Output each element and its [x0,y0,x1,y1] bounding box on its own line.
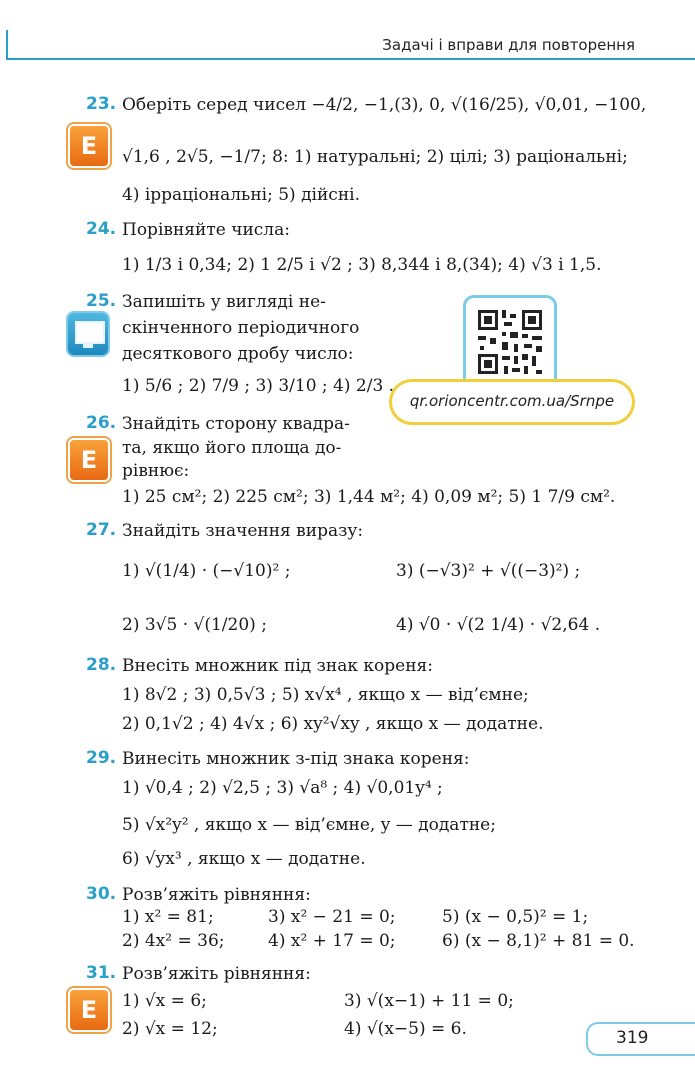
problem-text: 1) 1/3 і 0,34; 2) 1 2/5 і √2 ; 3) 8,344 і 8,(34); 4) √3 і 1,5. [122,255,602,275]
qr-url-pill[interactable] [392,382,632,422]
problem-number: 27. [86,520,117,540]
problem-number: 30. [86,884,117,904]
problem-text: Знайдіть значення виразу: [122,521,364,541]
problem-text: Знайдіть сторону квадра- [122,414,350,434]
problem-text: 3) √(x−1) + 11 = 0; [344,991,514,1011]
computer-monitor-icon [68,313,108,355]
problem-text: 2) 4x² = 36; [122,931,225,951]
qr-code-icon [466,298,554,386]
page-header [0,30,695,60]
problem-text: 2) 0,1√2 ; 4) 4√x ; 6) xy²√xy , якщо x — додатне. [122,714,544,734]
problem-text: десяткового дробу число: [122,344,354,364]
problem-text: Розв’яжіть рівняння: [122,885,311,905]
page-number: 319 [616,1028,649,1048]
problem-text: 2) 3√5 · √(1/20) ; [122,615,267,635]
problem-text: 5) √x²y² , якщо x — від’ємне, y — додатне; [122,815,496,835]
problem-text: 3) x² − 21 = 0; [268,907,396,927]
problem-text: 1) √(1/4) · (−√10)² ; [122,561,291,581]
problem-text: 4) √(x−5) = 6. [344,1019,467,1039]
problem-text: 6) (x − 8,1)² + 81 = 0. [442,931,635,951]
problem-text: 1) √x = 6; [122,991,207,1011]
problem-text: √1,6 , 2√5, −1/7; 8: 1) натуральні; 2) цілі; 3) раціональні; [122,147,628,167]
problem-text: 1) 25 см²; 2) 225 см²; 3) 1,44 м²; 4) 0,09 м²; 5) 1 7/9 см². [122,487,616,507]
problem-text: 4) √0 · √(2 1/4) · √2,64 . [396,615,601,635]
header-border-left [6,30,8,60]
problem-text: 2) √x = 12; [122,1019,218,1039]
e-badge-icon: Е [68,438,110,482]
problem-text: Розв’яжіть рівняння: [122,964,311,984]
qr-code[interactable] [466,298,554,386]
problem-number: 23. [86,94,117,114]
problem-text: 3) (−√3)² + √((−3)²) ; [396,561,581,581]
problem-text: Внесіть множник під знак кореня: [122,656,434,676]
problem-text: 1) x² = 81; [122,907,214,927]
e-badge-icon: Е [68,124,110,168]
problem-text: 6) √yx³ , якщо x — додатне. [122,849,366,869]
header-title: Задачі і вправи для повторення [382,36,635,54]
problem-text: 1) 5/6 ; 2) 7/9 ; 3) 3/10 ; 4) 2/3 . [122,376,395,396]
problem-number: 28. [86,655,117,675]
problem-text: та, якщо його площа до- [122,438,342,458]
problem-number: 29. [86,748,117,768]
problem-text: Порівняйте числа: [122,220,290,240]
problem-number: 31. [86,963,117,983]
page-number-tab [586,1022,695,1056]
problem-number: 24. [86,219,117,239]
problem-text: Винесіть множник з-під знака кореня: [122,749,470,769]
problem-text: 1) 8√2 ; 3) 0,5√3 ; 5) x√x⁴ , якщо x — від’ємне; [122,685,529,705]
e-badge-icon: Е [68,988,110,1032]
problem-text: Оберіть серед чисел −4/2, −1,(3), 0, √(16/25), √0,01, −100, [122,95,647,115]
problem-text: 1) √0,4 ; 2) √2,5 ; 3) √a⁸ ; 4) √0,01y⁴ ; [122,778,443,798]
problem-text: Запишіть у вигляді не- [122,292,326,312]
qr-url-link[interactable]: qr.orioncentr.com.ua/Srnpe [409,392,615,410]
problem-number: 26. [86,413,117,433]
problem-text: 5) (x − 0,5)² = 1; [442,907,589,927]
problem-text: 4) ірраціональні; 5) дійсні. [122,185,360,205]
header-border-bottom [6,58,695,60]
problem-text: 4) x² + 17 = 0; [268,931,396,951]
problem-number: 25. [86,291,117,311]
problem-text: скінченного періодичного [122,318,360,338]
problem-text: рівнює: [122,461,190,481]
